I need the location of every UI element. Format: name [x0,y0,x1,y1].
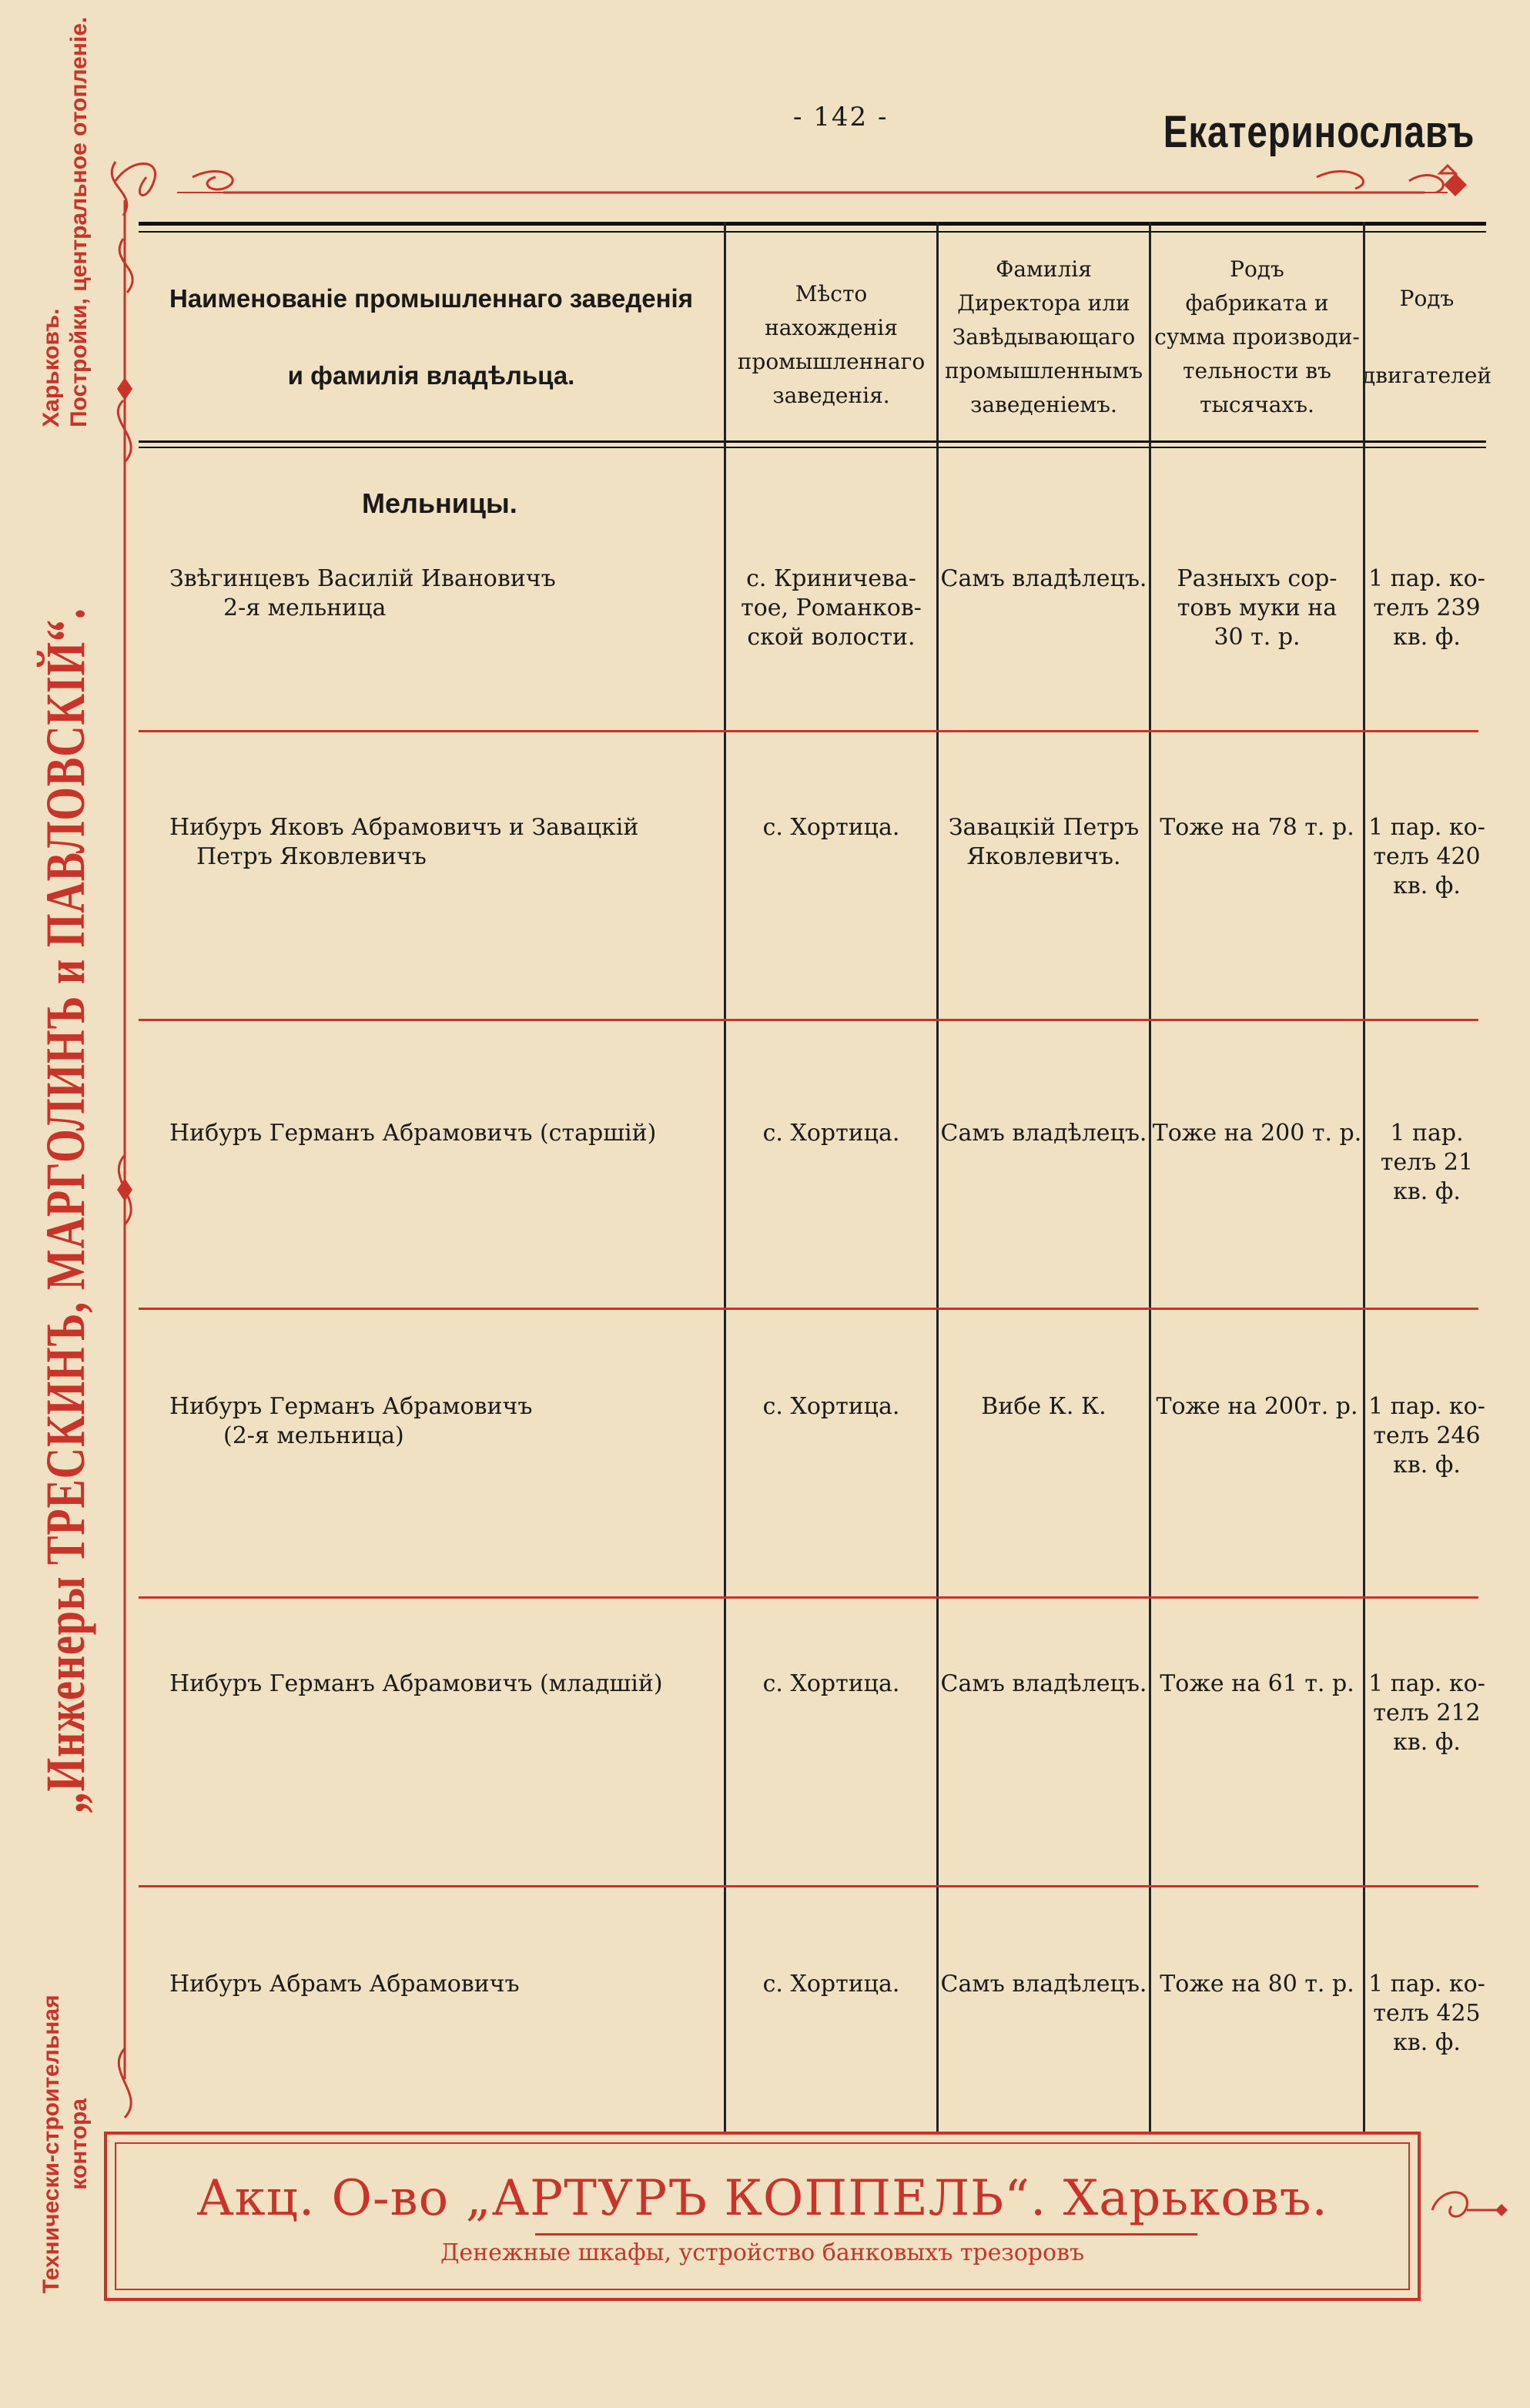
header-place-line: заведенія. [772,383,890,408]
page-title: Екатеринославъ [1163,107,1475,157]
row-divider [139,1596,1478,1599]
row-director: Самъ владѣлецъ. [940,1120,1147,1147]
ad-company-line: Акц. О-во „АРТУРЪ КОППЕЛЬ“. Харьковъ. [196,2170,1328,2227]
row-divider [139,1885,1478,1887]
header-director-line: промышленнымъ [944,358,1143,383]
row-director: Самъ владѣлецъ. [940,1670,1147,1697]
table-top-rule-thin [139,231,1486,233]
side-ad-city: Харьковъ. [39,308,64,427]
header-engine-line: Родъ [1399,286,1455,311]
row-product: Тоже на 200 т. р. [1152,1120,1362,1147]
row-place: с. Криничева- тое, Романков- ской волости. [741,565,922,651]
side-ad-company-type-2: контора [66,2098,92,2190]
row-engine: 1 пар. ко- телъ 420 кв. ф. [1368,814,1485,899]
header-bottom-rule [139,440,1486,443]
row-place: с. Хортица. [762,1971,900,1998]
header-product-line: тельности въ [1183,358,1331,383]
header-product-line: тысячахъ. [1200,392,1314,417]
row-place: с. Хортица. [762,1670,900,1697]
side-ad-services: Постройки, центральное отопленіе. [66,16,92,427]
row-engine: 1 пар. ко- телъ 425 кв. ф. [1368,1971,1485,2056]
side-ad-company-name: „Инженеры ТРЕСКИНЪ, МАРГОЛИНЪ и ПАВЛОВСКІЙ“. [34,608,96,1814]
row-product: Разныхъ сор- товъ муки на 30 т. р. [1177,565,1337,651]
row-divider [139,1308,1478,1310]
ad-services-line: Денежные шкафы, устройство банковыхъ трезоровъ [440,2239,1085,2266]
page-number: - 142 - [793,102,889,132]
header-engine-column [1361,253,1492,422]
header-product-line: сумма производи- [1154,324,1360,350]
bottom-ornament-flourish [1425,2179,1509,2241]
row-engine: 1 пар. телъ 21 кв. ф. [1380,1120,1474,1205]
header-director-line: заведеніемъ. [970,392,1117,417]
row-name: Нибуръ Германъ Абрамовичъ (2-я мельница) [169,1393,533,1449]
header-place-line: нахожденія [765,315,898,340]
header-director-line: Завѣдывающаго [952,324,1136,350]
row-product: Тоже на 200т. р. [1156,1393,1358,1420]
row-engine: 1 пар. ко- телъ 246 кв. ф. [1368,1393,1485,1479]
row-director: Самъ владѣлецъ. [940,1971,1147,1998]
header-place-line: промышленнаго [737,349,926,374]
row-engine: 1 пар. ко- телъ 239 кв. ф. [1368,565,1485,651]
column-divider [724,222,726,2132]
header-engine-line: двигателей [1361,363,1492,388]
row-product: Тоже на 80 т. р. [1160,1971,1354,1998]
header-place-column [726,253,936,437]
row-director: Самъ владѣлецъ. [940,565,1147,592]
side-ad-company-type: Технически-строительная [39,1994,64,2294]
header-product-line: Родъ [1230,256,1284,282]
row-name: Нибуръ Абрамъ Абрамовичъ [169,1971,520,1998]
header-bottom-rule-thin [139,447,1486,448]
header-product-line: фабриката и [1185,290,1329,316]
side-advertisement [15,16,116,2294]
row-place: с. Хортица. [762,1120,900,1147]
column-divider [936,222,939,2132]
table-top-rule [139,222,1486,226]
row-place: с. Хортица. [762,814,900,841]
header-director-line: Директора или [957,290,1130,316]
bottom-advertisement [104,2132,1421,2301]
header-director-column [939,237,1149,437]
header-name-column [139,237,724,437]
header-director-line: Фамилія [996,256,1092,282]
row-engine: 1 пар. ко- телъ 212 кв. ф. [1368,1670,1485,1756]
row-product: Тоже на 78 т. р. [1160,814,1354,841]
row-director: Вибе К. К. [981,1393,1106,1420]
row-divider [139,1019,1478,1021]
header-product-column [1151,237,1363,437]
header-place-line: Мѣсто [795,281,868,306]
row-name: Нибуръ Германъ Абрамовичъ (младшій) [169,1670,663,1697]
header-name-line-2: и фамилія владѣльца. [287,361,575,390]
header-name-line-1: Наименованіе промышленнаго заведенія [169,284,693,313]
row-place: с. Хортица. [762,1393,900,1420]
top-ornament-flourish [100,150,1486,204]
row-name: Звѣгинцевъ Василій Ивановичъ 2-я мельница [169,565,556,621]
row-name: Нибуръ Яковъ Абрамовичъ и Завацкій Петръ Яковлевичъ [169,814,639,870]
column-divider [1149,222,1151,2132]
row-divider [139,730,1478,732]
industrial-directory-table [139,222,1492,2132]
ad-underline [535,2233,1197,2236]
row-director: Завацкій Петръ Яковлевичъ. [948,814,1140,870]
row-product: Тоже на 61 т. р. [1160,1670,1354,1697]
section-title: Мельницы. [362,487,517,519]
row-name: Нибуръ Германъ Абрамовичъ (старшій) [169,1120,657,1147]
